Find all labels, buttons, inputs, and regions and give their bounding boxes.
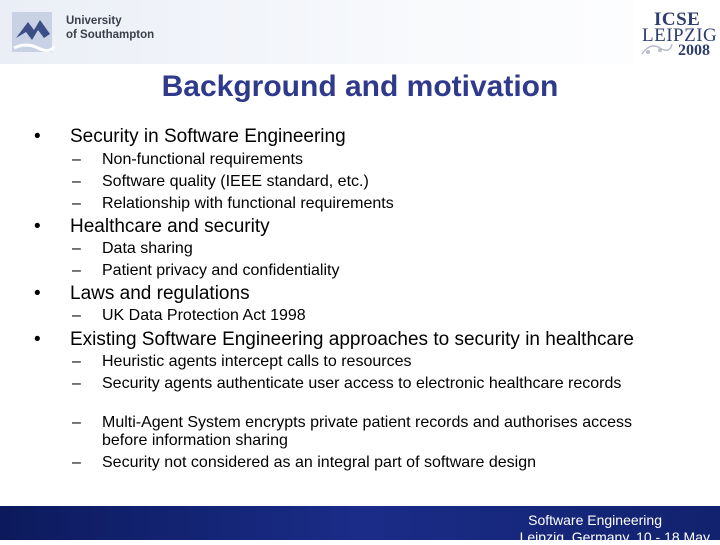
sub-bullet-text: Software quality (IEEE standard, etc.): [102, 173, 369, 190]
university-name: [66, 14, 154, 42]
university-name-line1: University: [66, 15, 122, 27]
icse-logo-year: 2008: [678, 42, 710, 59]
bullet-marker: •: [34, 126, 41, 147]
sub-bullet-marker: –: [72, 375, 81, 392]
icse-logo-line2: LEIPZIG: [642, 25, 718, 46]
sub-bullet-marker: –: [72, 353, 81, 370]
bullet-text: Healthcare and security: [70, 216, 270, 237]
sub-bullet-marker: –: [72, 240, 81, 257]
sub-bullet-text: Heuristic agents intercept calls to resources: [102, 353, 412, 370]
bullet-text: Security in Software Engineering: [70, 126, 346, 147]
bullet-text: Laws and regulations: [70, 283, 250, 304]
sub-bullet-marker: –: [72, 173, 81, 190]
sub-bullet-text: Patient privacy and confidentiality: [102, 262, 340, 279]
icse-logo: [634, 0, 720, 64]
bullet-marker: •: [34, 216, 41, 237]
sub-bullet-marker: –: [72, 151, 81, 168]
footer-line2: Leipzig, Germany, 10 - 18 May: [519, 529, 710, 545]
university-crest-icon: [10, 8, 58, 56]
sub-bullet-marker: –: [72, 307, 81, 324]
sub-bullet-text: Data sharing: [102, 240, 193, 257]
sub-bullet-marker: –: [72, 454, 81, 471]
sub-bullet-text: Security agents authenticate user access to electronic healthcare records: [102, 375, 622, 392]
bullet-text: Existing Software Engineering approaches to security in healthcare: [70, 329, 634, 350]
bullet-marker: •: [34, 283, 41, 304]
music-notes-icon: [640, 38, 674, 58]
university-name-line2: of Southampton: [66, 29, 155, 41]
footer-band: [0, 506, 720, 545]
header-band: [0, 0, 720, 64]
slide-title: Background and motivation: [161, 70, 559, 103]
sub-bullet-text: Security not considered as an integral part of software design: [102, 454, 537, 471]
sub-bullet-text: Non-functional requirements: [102, 151, 303, 168]
sub-bullet-marker: –: [72, 414, 81, 431]
university-logo: [10, 8, 170, 60]
sub-bullet-text: Relationship with functional requirements: [102, 195, 394, 212]
sub-bullet-text: UK Data Protection Act 1998: [102, 307, 306, 324]
sub-bullet-marker: –: [72, 195, 81, 212]
icse-logo-line1: ICSE: [654, 9, 701, 30]
footer-line1: Software Engineering: [528, 512, 662, 528]
sub-bullet-marker: –: [72, 262, 81, 279]
bullet-marker: •: [34, 329, 41, 350]
sub-bullet-text: Multi-Agent System encrypts private patient records and authorises access before information sharing: [102, 414, 633, 449]
